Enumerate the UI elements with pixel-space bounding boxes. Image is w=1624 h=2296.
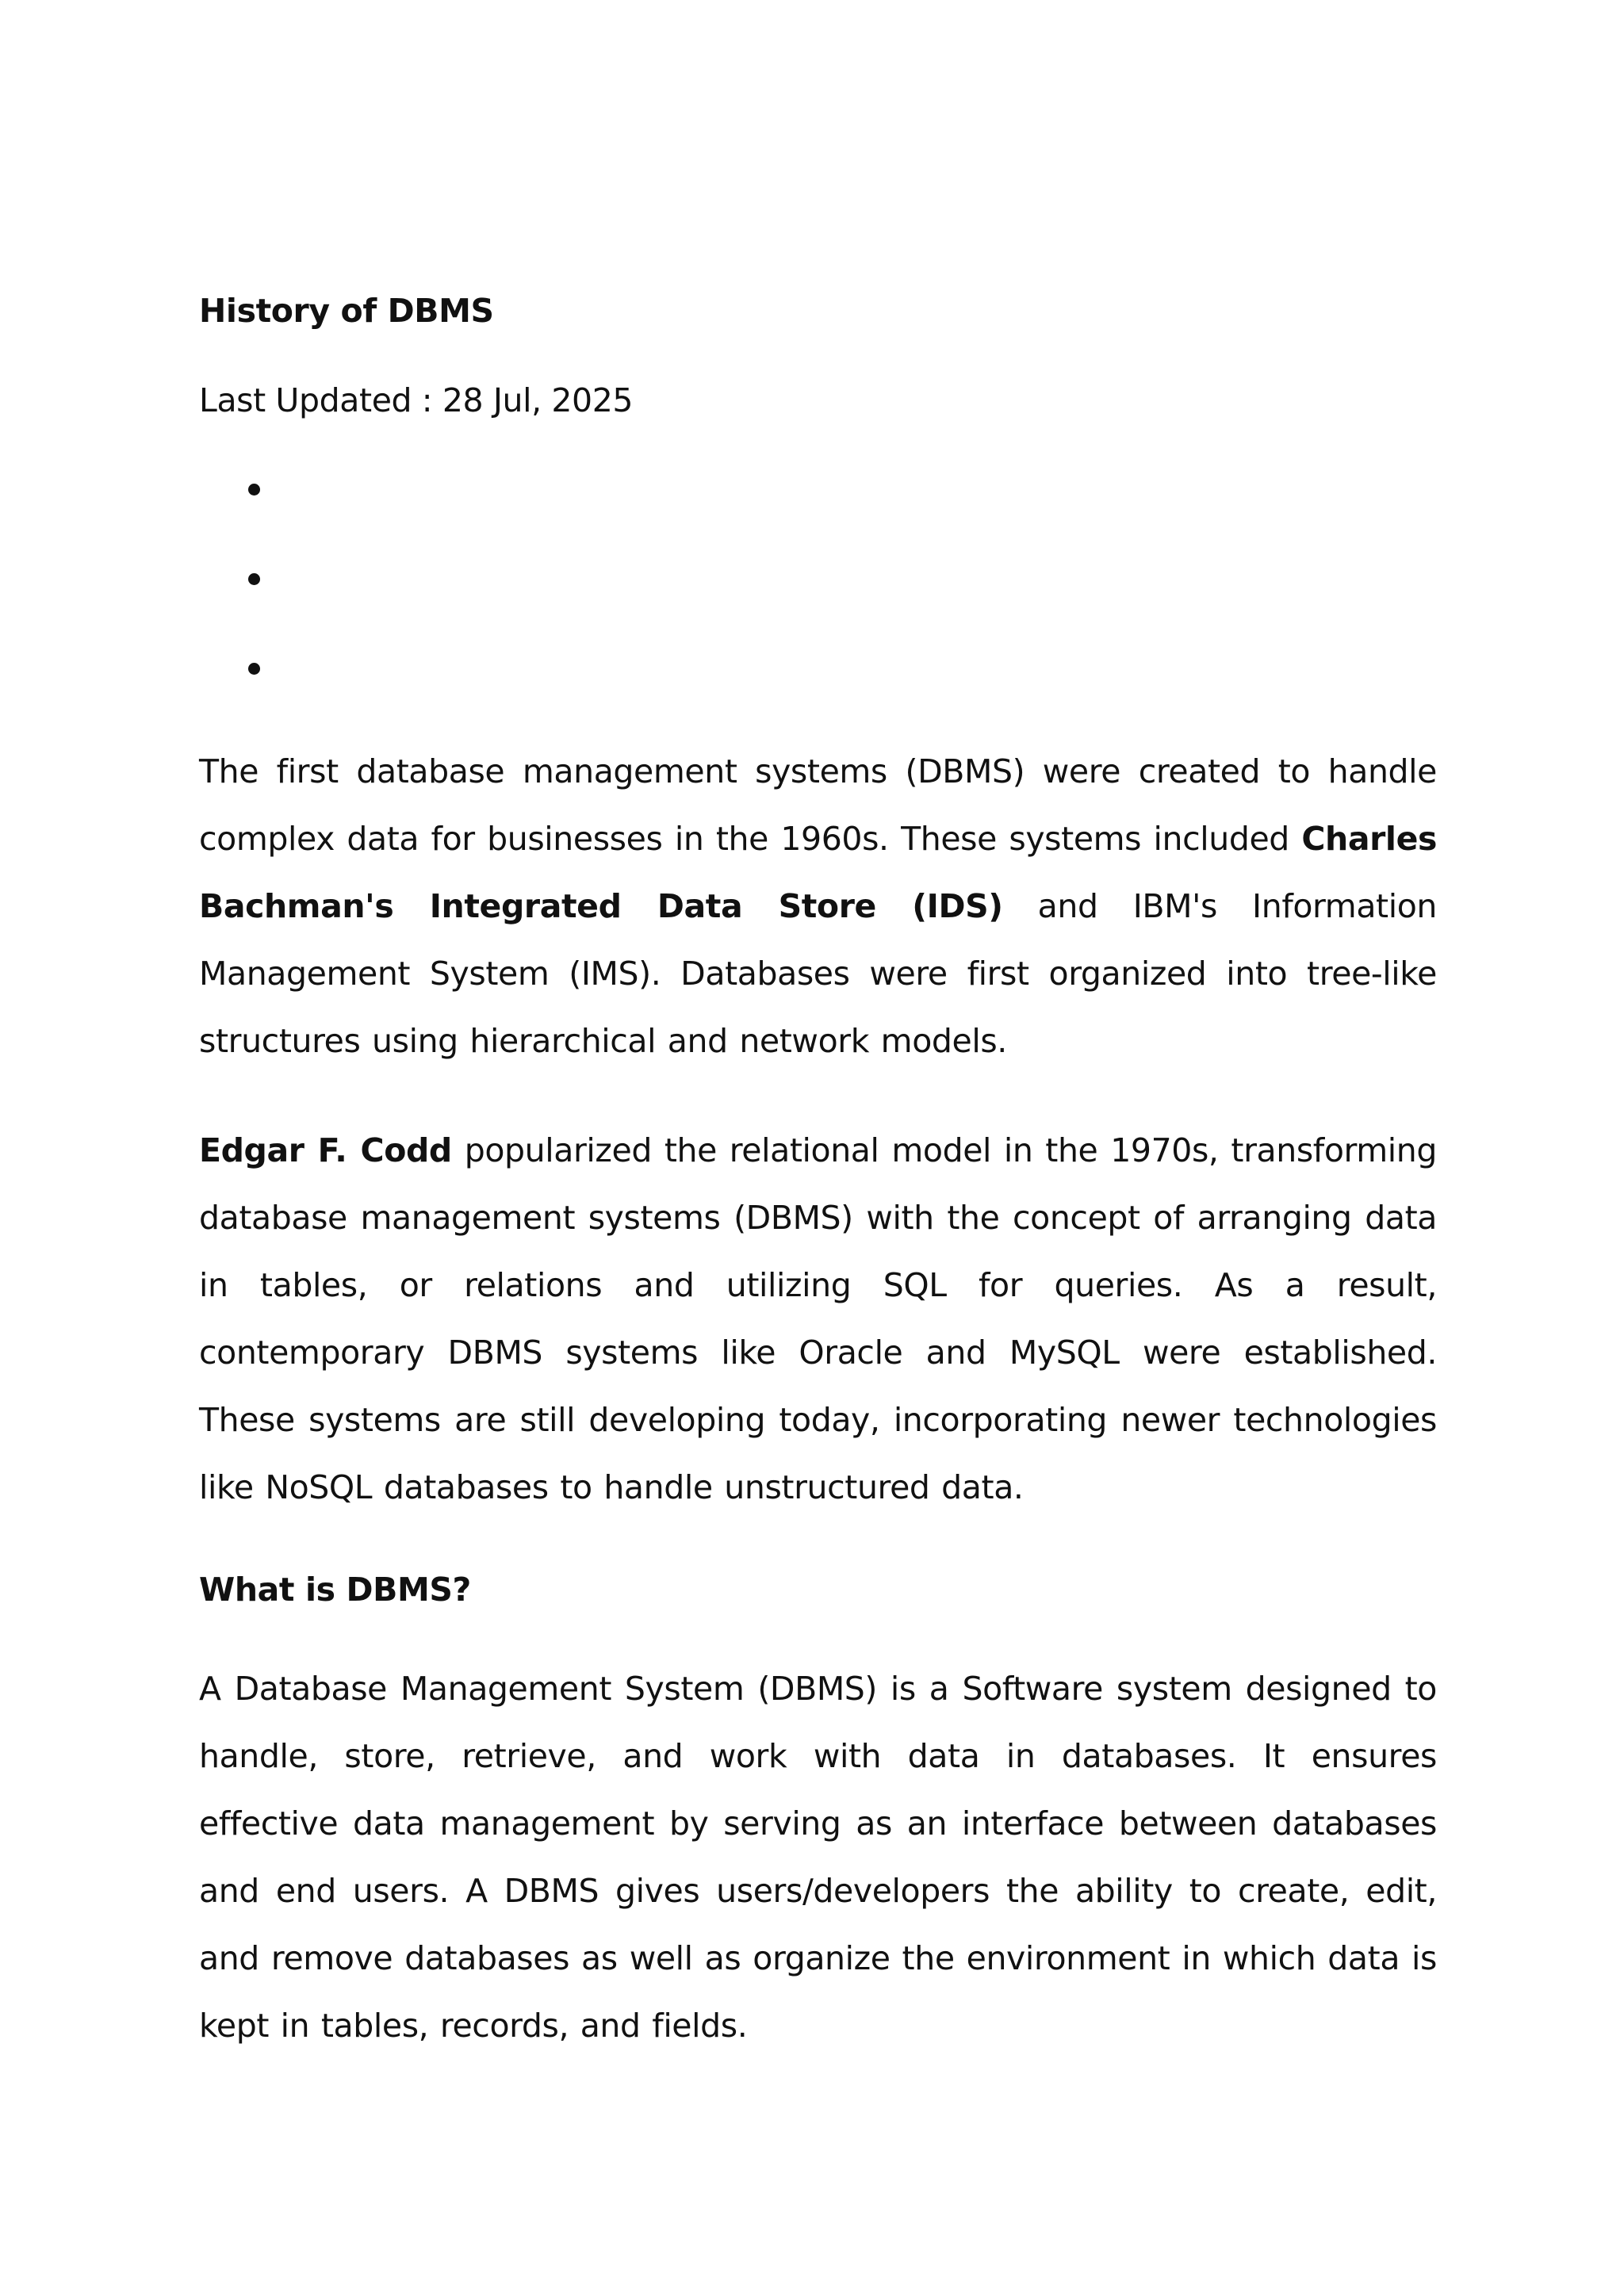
page-title: History of DBMS <box>199 292 494 330</box>
article <box>199 287 1437 2060</box>
list-item <box>199 465 1437 513</box>
bullet-icon <box>248 663 260 675</box>
paragraph-text: and IBM's Information Management System (IMS). Databases were first organized into tree-like structures using hierarchical and network models. <box>199 887 1437 1060</box>
section-title-what-is-dbms: What is DBMS? <box>199 1571 471 1609</box>
bold-term-codd: Edgar F. Codd <box>199 1131 452 1169</box>
definition-paragraph: A Database Management System (DBMS) is a Software system designed to handle, store, retrieve, and work with data in databases. It ensures effective data management by serving as an interface between databases and end users. A DBMS gives users/developers the ability to create, edit, and remove databases as well as organize the environment in which data is kept in tables, records, and fields. <box>199 1670 1437 2045</box>
bullet-icon <box>248 573 260 585</box>
bullet-icon <box>248 484 260 496</box>
list-item <box>199 555 1437 603</box>
paragraph-text: The first database management systems (DBMS) were created to handle complex data for businesses in the 1960s. These systems included <box>199 752 1437 858</box>
bold-term-ids: Charles Bachman's Integrated Data Store (IDS) <box>199 820 1437 925</box>
history-paragraph-1 <box>199 738 1437 1075</box>
list-item <box>199 645 1437 692</box>
history-paragraph-2 <box>199 1117 1437 1521</box>
empty-bullet-list <box>199 465 1437 692</box>
last-updated-date: Last Updated : 28 Jul, 2025 <box>199 381 634 419</box>
paragraph-text: popularized the relational model in the 1970s, transforming database management systems (DBMS) with the concept of arranging data in tables, or relations and utilizing SQL for queries. As a result, contemporary DBMS systems like Oracle and MySQL were established. These systems are still developing today, incorporating newer technologies like NoSQL databases to handle unstructured data. <box>199 1131 1437 1506</box>
